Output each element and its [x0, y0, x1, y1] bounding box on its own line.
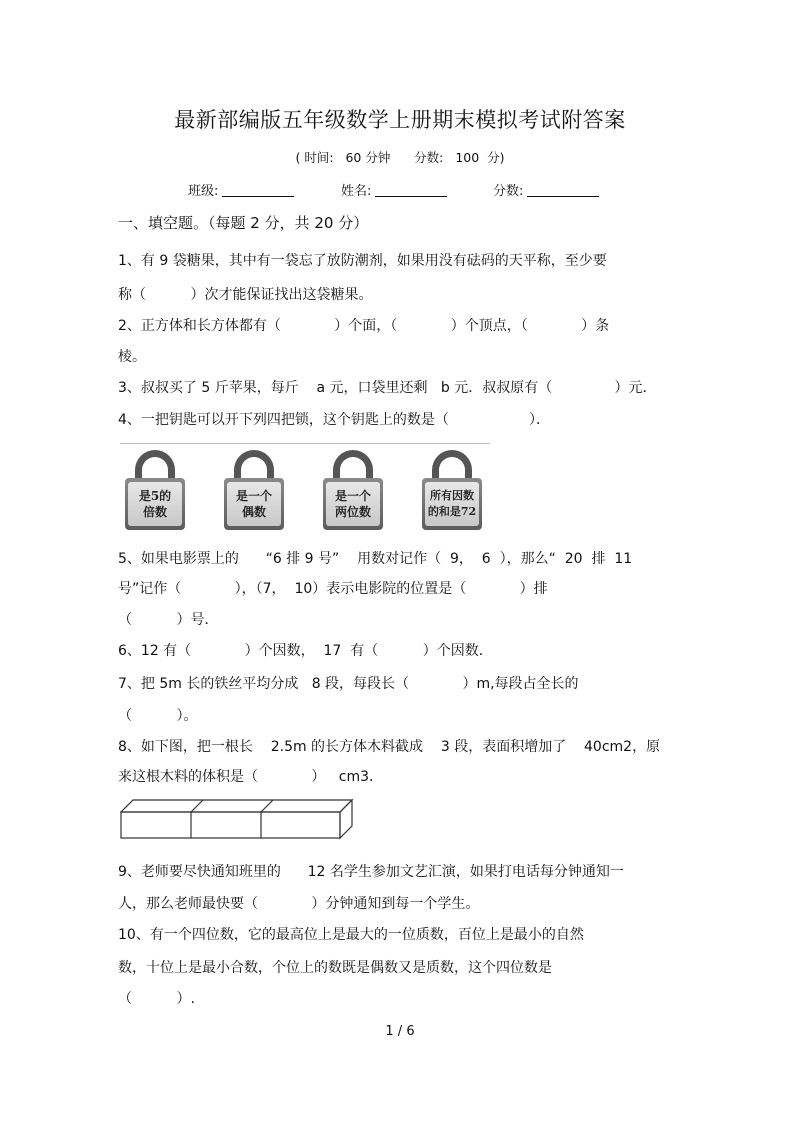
cuboid-front-face: [121, 812, 340, 838]
question-line: 10、有一个四位数，它的最高位上是最大的一位质数，百位上是最小的自然: [118, 927, 584, 943]
cuboid-figure: [120, 798, 356, 842]
lock-text-1: 是一个: [235, 489, 272, 503]
question-line: （ ）号．: [118, 612, 219, 628]
exam-time-score: ( 时间: 60 分钟 分数: 100 分): [295, 150, 505, 165]
question-line: 数，十位上是最小合数，个位上的数既是偶数又是质数，这个四位数是: [118, 960, 552, 976]
question-line: （ ）。: [118, 708, 198, 724]
lock-body: [422, 478, 482, 530]
cuboid-top-face: [121, 800, 352, 812]
lock-text-1: 是5的: [138, 489, 172, 503]
cuboid-side-face: [340, 800, 352, 838]
name-field: [341, 180, 447, 199]
cut-line: [261, 800, 273, 812]
question-line: 人，那么老师最快要（ ）分钟通知到每一个学生。: [118, 896, 480, 912]
class-label: 班级:: [188, 184, 219, 199]
question-line: 8、如下图，把一根长 2.5m 的长方体木料截成 3 段，表面积增加了 40cm2，原: [118, 739, 661, 755]
lock-text-2: 倍数: [142, 505, 167, 519]
lock-text-2: 两位数: [334, 505, 371, 519]
question-line: 来这根木料的体积是（ ） cm3．: [118, 769, 383, 785]
lock-body: [323, 478, 383, 530]
score-label: 分数:: [493, 184, 524, 199]
score-field: [493, 180, 599, 199]
class-blank: [222, 183, 294, 197]
question-line: 棱。: [118, 349, 146, 365]
name-blank: [375, 183, 447, 197]
lock-text-1: 所有因数: [430, 489, 474, 502]
lock-text-1: 是一个: [334, 489, 371, 503]
score-blank: [527, 183, 599, 197]
class-field: [188, 180, 294, 199]
lock-image: [323, 450, 383, 530]
question-line: 称（ ）次才能保证找出这袋糖果。: [118, 287, 373, 303]
locks-figure: [120, 443, 490, 532]
question-line: 3、叔叔买了 5 斤苹果，每斤 a 元，口袋里还剩 b 元．叔叔原有（ ）元．: [118, 380, 657, 396]
page-number: 1 / 6: [385, 1024, 415, 1039]
lock-body: [125, 478, 185, 530]
lock-image: [125, 450, 185, 530]
lock-text-2: 偶数: [241, 505, 266, 519]
lock-body: [224, 478, 284, 530]
section-heading: 一、填空题。（每题 2 分，共 20 分）: [118, 214, 369, 232]
question-line: 1、有 9 袋糖果，其中有一袋忘了放防潮剂，如果用没有砝码的天平称，至少要: [118, 253, 607, 269]
question-line: 2、正方体和长方体都有（ ）个面，（ ）个顶点，（ ）条: [118, 318, 610, 334]
question-line: 7、把 5m 长的铁丝平均分成 8 段，每段长（ ）m,每段占全长的: [118, 676, 579, 692]
question-line: 4、一把钥匙可以开下列四把锁，这个钥匙上的数是（ ）．: [118, 412, 551, 428]
question-line: 9、老师要尽快通知班里的 12 名学生参加文艺汇演，如果打电话每分钟通知一: [118, 864, 624, 880]
lock-text-2: 的和是72: [427, 505, 477, 518]
lock-image: [422, 450, 482, 530]
cut-line: [191, 800, 203, 812]
page-title: 最新部编版五年级数学上册期末模拟考试附答案: [174, 108, 626, 132]
question-line: 5、如果电影票上的 “6 排 9 号” 用数对记作（ 9， 6 ），那么“ 20 排 11: [118, 551, 633, 567]
question-line: （ ）.: [118, 991, 195, 1007]
question-line: 6、12 有（ ）个因数， 17 有（ ）个因数．: [118, 643, 493, 659]
name-label: 姓名:: [341, 184, 372, 199]
question-line: 号”记作（ ），（7， 10）表示电影院的位置是（ ）排: [118, 581, 548, 597]
lock-image: [224, 450, 284, 530]
